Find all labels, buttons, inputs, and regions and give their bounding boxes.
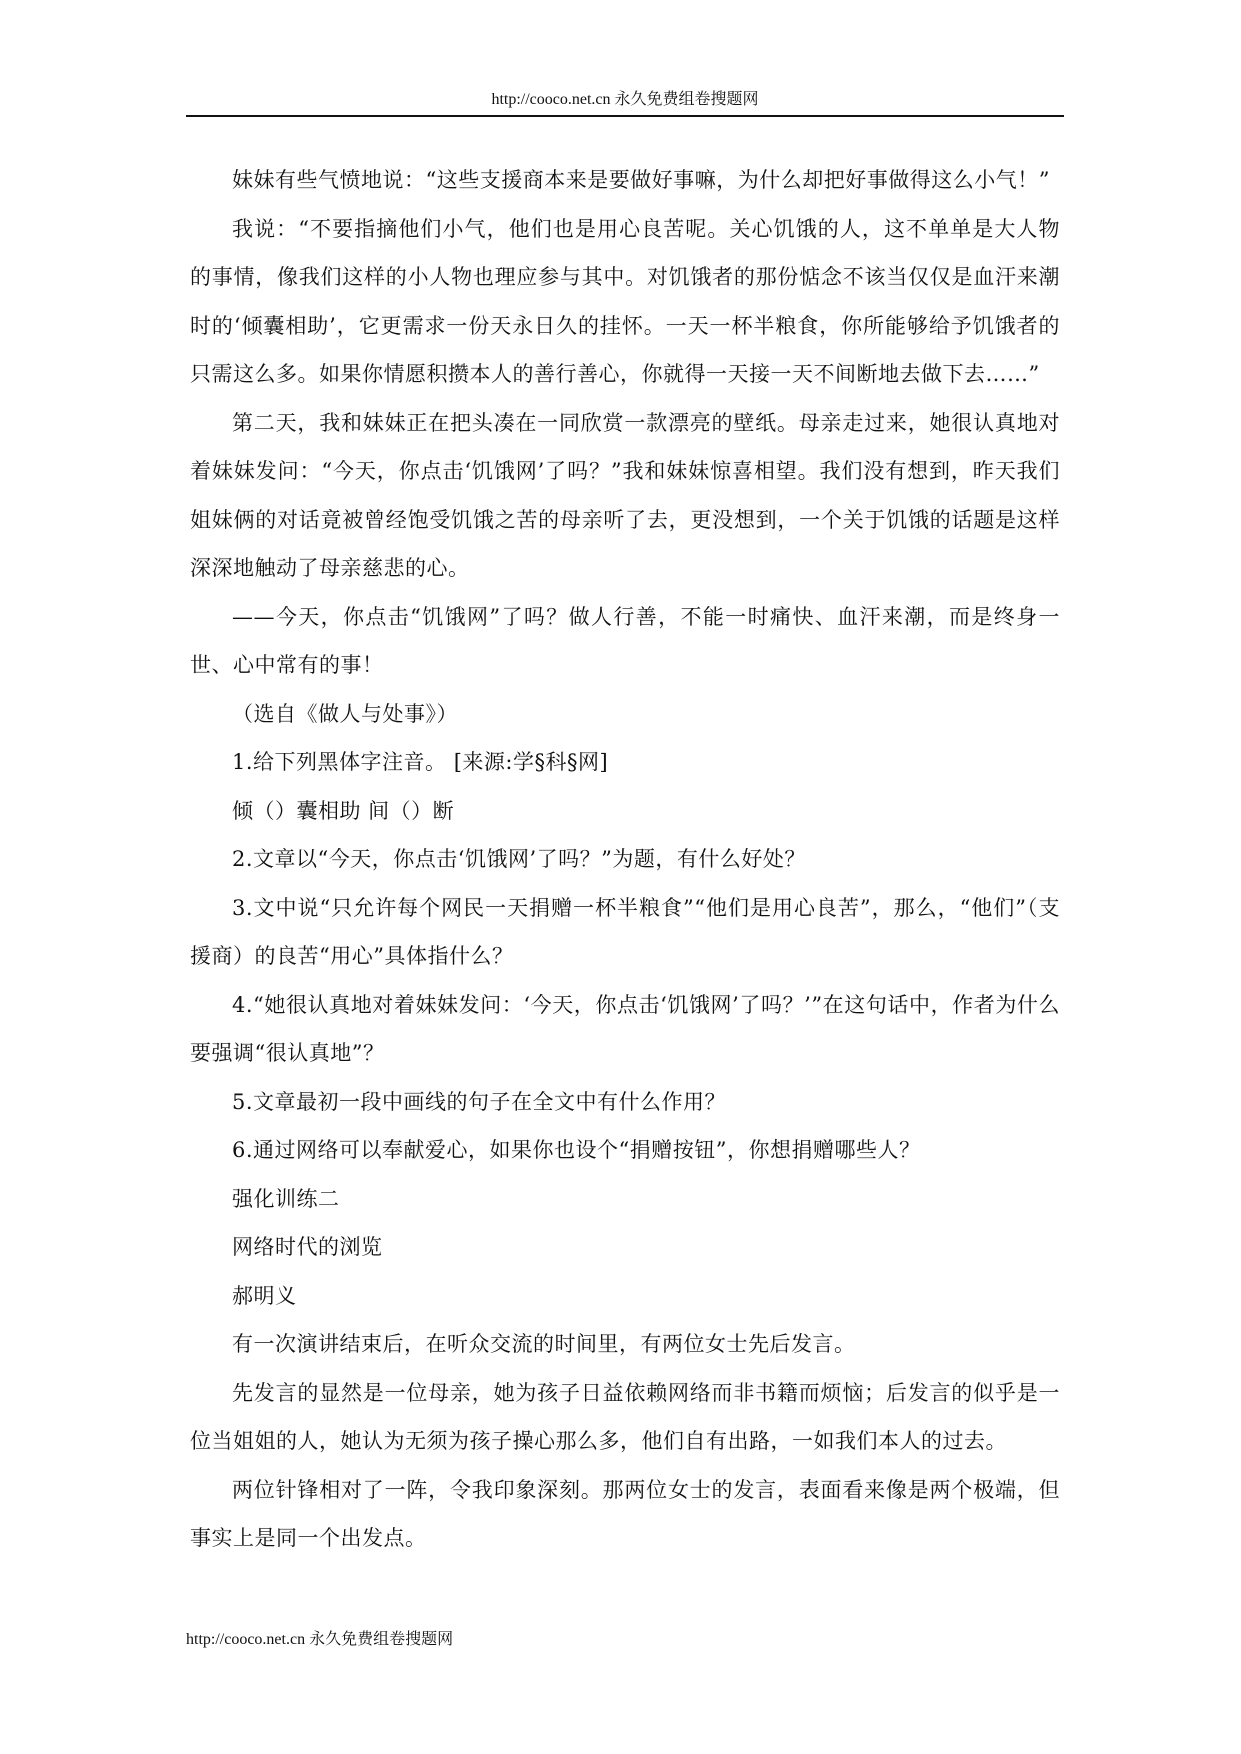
page-footer: http://cooco.net.cn 永久免费组卷搜题网 bbox=[186, 1631, 454, 1648]
question-1-items: 倾（）囊相助 间（）断 bbox=[232, 798, 455, 823]
paragraph: 妹妹有些气愤地说：“这些支援商本来是要做好事嘛，为什么却把好事做得这么小气！” bbox=[232, 168, 1050, 192]
article-title: 网络时代的浏览 bbox=[232, 1235, 383, 1259]
question-3: 3.文中说“只允许每个网民一天捐赠一杯半粮食”“他们是用心良苦”，那么，“他们”（支援商）的良苦“用心”具体指什么？ bbox=[190, 895, 1060, 968]
paragraph: ——今天，你点击“饥饿网”了吗？做人行善，不能一时痛快、血汗来潮，而是终身一世、心中常有的事！ bbox=[190, 604, 1060, 677]
question-5: 5.文章最初一段中画线的句子在全文中有什么作用？ bbox=[232, 1089, 727, 1114]
article-author: 郝明义 bbox=[232, 1283, 297, 1308]
question-4: 4.“她很认真地对着妹妹发问：‘今天，你点击‘饥饿网’了吗？’”在这句话中，作者为什么要强调“很认真地”？ bbox=[190, 992, 1060, 1065]
section-heading: 强化训练二 bbox=[232, 1186, 340, 1211]
document-body bbox=[190, 156, 1060, 1563]
paragraph: 先发言的显然是一位母亲，她为孩子日益依赖网络而非书籍而烦恼；后发言的似乎是一位当姐姐的人，她认为无须为孩子操心那么多，他们自有出路，一如我们本人的过去。 bbox=[190, 1380, 1060, 1453]
paragraph: 我说：“不要指摘他们小气，他们也是用心良苦呢。关心饥饿的人，这不单单是大人物的事情，像我们这样的小人物也理应参与其中。对饥饿者的那份惦念不该当仅仅是血汗来潮时的‘倾囊相助’，它更需求一份天永日久的挂怀。一天一杯半粮食，你所能够给予饥饿者的只需这么多。如果你情愿积攒本人的善行善心，你就得一天接一天不间断地去做下去……” bbox=[190, 216, 1060, 386]
question-2: 2.文章以“今天，你点击‘饥饿网’了吗？”为题，有什么好处？ bbox=[232, 847, 806, 871]
paragraph: 有一次演讲结束后，在听众交流的时间里，有两位女士先后发言。 bbox=[232, 1332, 856, 1356]
paragraph: 第二天，我和妹妹正在把头凑在一同欣赏一款漂亮的壁纸。母亲走过来，她很认真地对着妹妹发问：“今天，你点击‘饥饿网’了吗？”我和妹妹惊喜相望。我们没有想到，昨天我们姐妹俩的对话竟被曾经饱受饥饿之苦的母亲听了去，更没想到，一个关于饥饿的话题是这样深深地触动了母亲慈悲的心。 bbox=[190, 410, 1060, 580]
source-citation: （选自《做人与处事》） bbox=[232, 701, 458, 726]
paragraph: 两位针锋相对了一阵，令我印象深刻。那两位女士的发言，表面看来像是两个极端，但事实上是同一个出发点。 bbox=[190, 1477, 1060, 1550]
page-header: http://cooco.net.cn 永久免费组卷搜题网 bbox=[491, 91, 759, 108]
question-6: 6.通过网络可以奉献爱心，如果你也设个“捐赠按钮”，你想捐赠哪些人？ bbox=[232, 1138, 921, 1162]
header-divider bbox=[186, 115, 1064, 117]
question-1: 1.给下列黑体字注音。 [来源:学§科§网] bbox=[232, 750, 609, 774]
